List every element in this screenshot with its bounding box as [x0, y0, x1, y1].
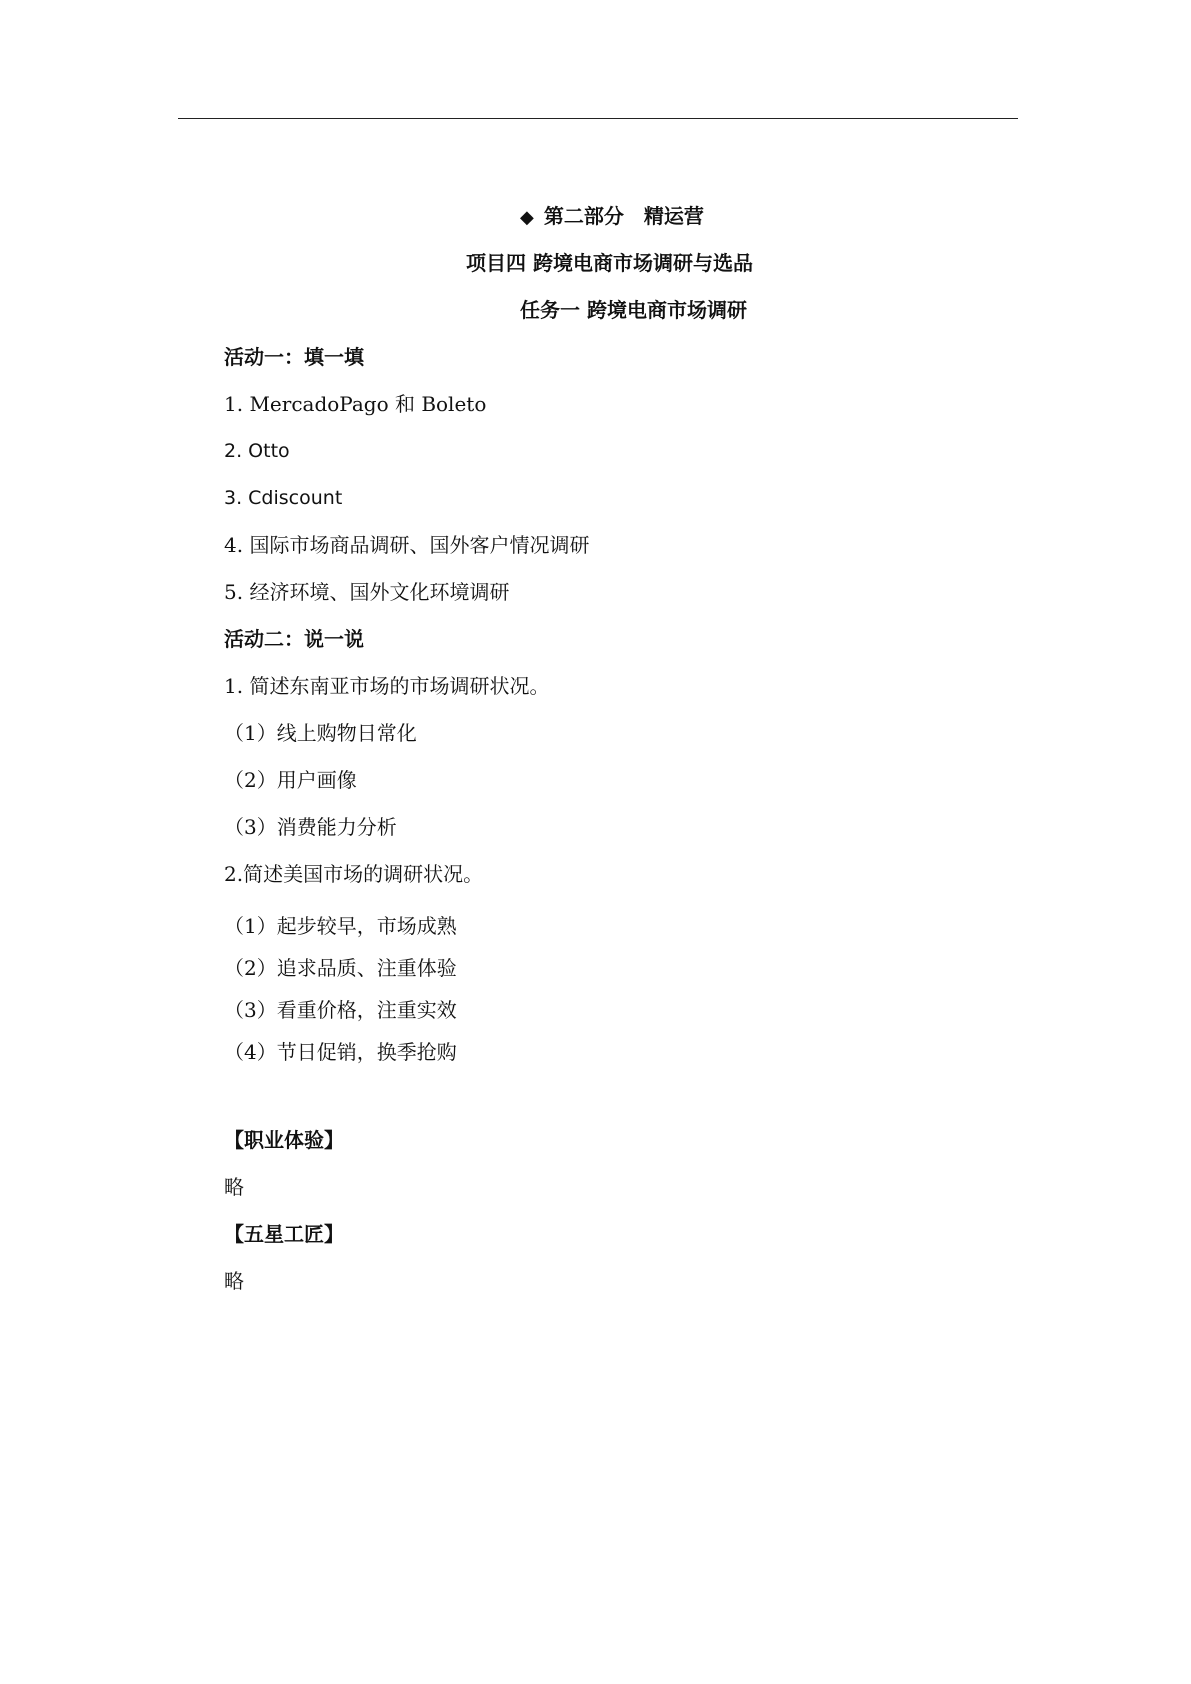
question-two-item: （4）节日促销，换季抢购 [224, 1040, 457, 1064]
craftsman-heading: 【五星工匠】 [224, 1222, 344, 1246]
activity-one-item: 5. 经济环境、国外文化环境调研 [224, 580, 510, 604]
activity-one-heading: 活动一：填一填 [224, 345, 364, 369]
project-title: 项目四 跨境电商市场调研与选品 [466, 251, 753, 275]
part-title-line [520, 203, 704, 231]
diamond-icon: ◆ [520, 207, 534, 228]
activity-one-item: 2. Otto [224, 440, 290, 462]
activity-one-item: 3. Cdiscount [224, 487, 343, 509]
craftsman-content: 略 [224, 1269, 244, 1293]
header-rule [178, 118, 1018, 119]
question-two-item: （2）追求品质、注重体验 [224, 956, 457, 980]
question-one-item: （3）消费能力分析 [224, 815, 397, 839]
question-two-item: （1）起步较早，市场成熟 [224, 914, 457, 938]
activity-one-item: 4. 国际市场商品调研、国外客户情况调研 [224, 533, 590, 557]
question-two: 2.简述美国市场的调研状况。 [224, 862, 484, 886]
question-one: 1. 简述东南亚市场的市场调研状况。 [224, 674, 550, 698]
part-subtitle: 精运营 [643, 204, 704, 228]
career-heading: 【职业体验】 [224, 1128, 344, 1152]
activity-two-heading: 活动二：说一说 [224, 627, 364, 651]
activity-one-item: 1. MercadoPago 和 Boleto [224, 392, 487, 416]
question-two-item: （3）看重价格，注重实效 [224, 998, 457, 1022]
career-content: 略 [224, 1175, 244, 1199]
question-one-item: （2）用户画像 [224, 768, 357, 792]
task-title: 任务一 跨境电商市场调研 [520, 298, 747, 322]
part-title: 第二部分 [543, 204, 624, 228]
question-one-item: （1）线上购物日常化 [224, 721, 417, 745]
